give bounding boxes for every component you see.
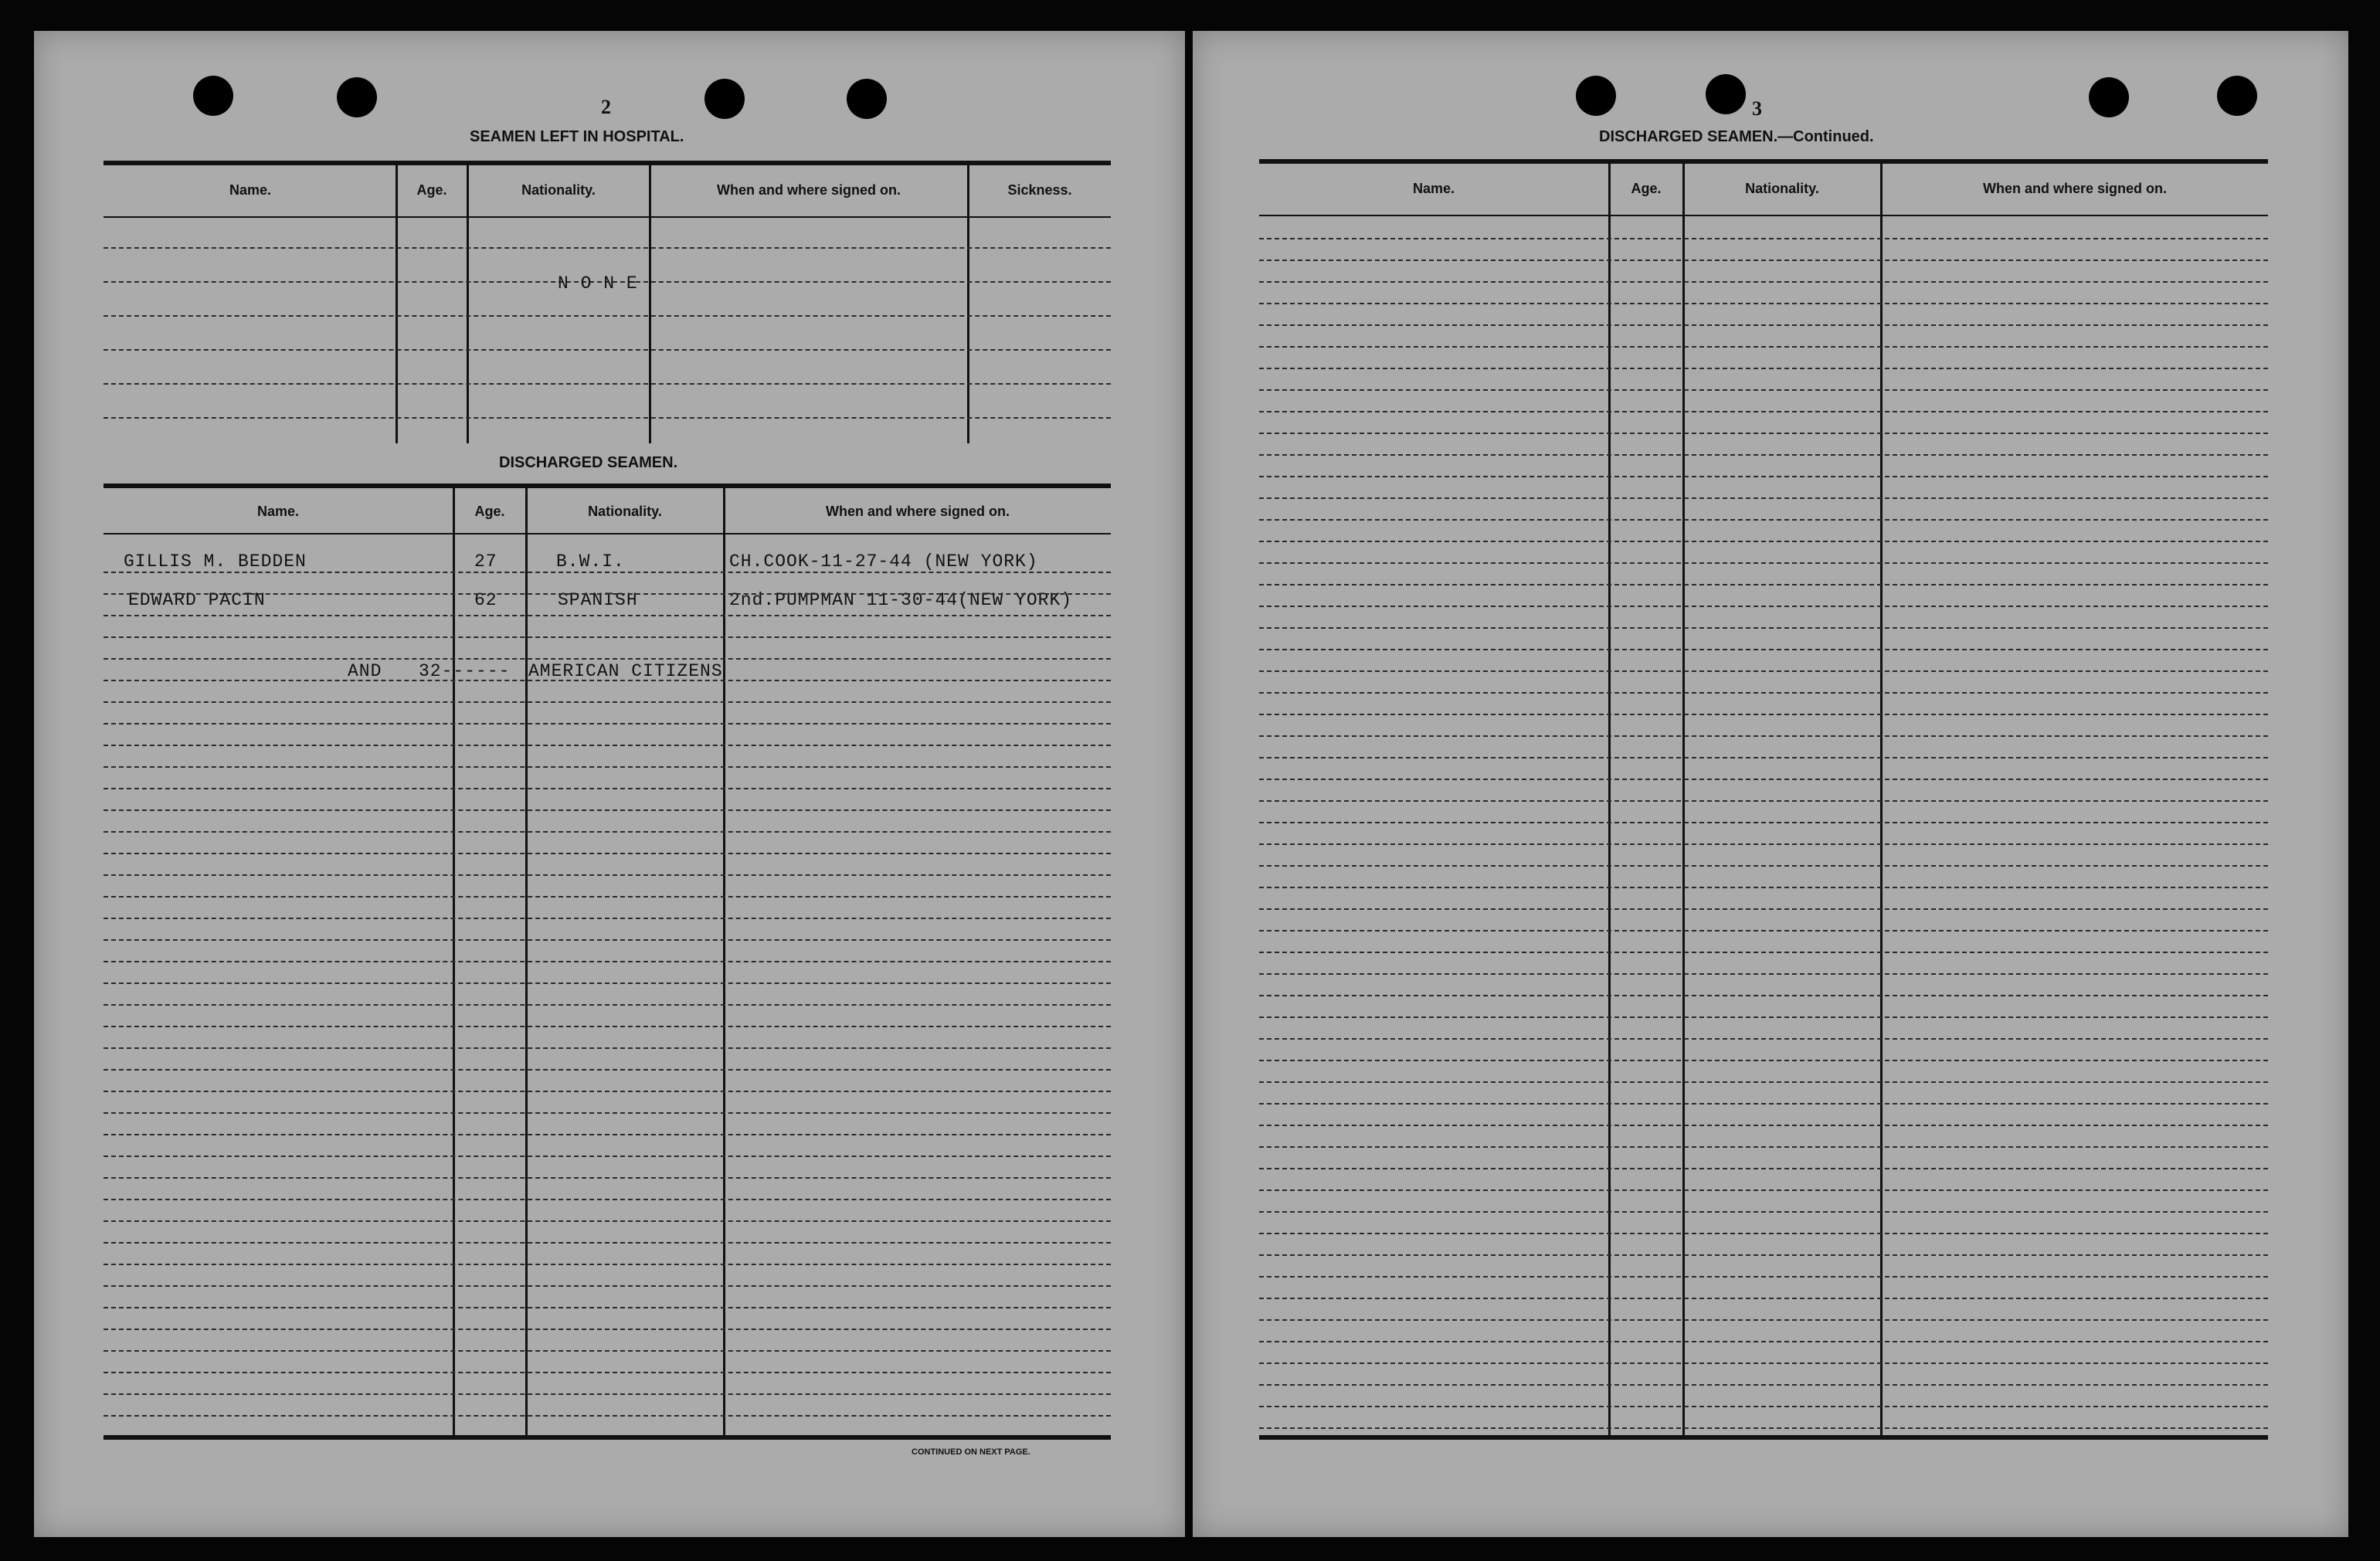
dotted-row	[104, 1069, 1111, 1071]
col-header-signed-on: When and where signed on.	[825, 504, 1010, 519]
dotted-row	[104, 918, 1111, 919]
seaman-name: GILLIS M. BEDDEN	[124, 551, 307, 572]
column-divider	[967, 165, 969, 443]
dotted-row	[1259, 606, 2268, 607]
column-divider	[396, 165, 398, 443]
seaman-name: EDWARD PACIN	[128, 590, 266, 610]
dotted-row	[104, 1372, 1111, 1373]
col-header-nationality: Nationality.	[521, 182, 596, 198]
dotted-row	[1259, 1060, 2268, 1061]
note-count: 32------	[419, 661, 511, 681]
dotted-row	[1259, 584, 2268, 585]
dotted-row	[104, 315, 1111, 317]
dotted-row	[1259, 541, 2268, 542]
dotted-row	[104, 1004, 1111, 1006]
note-american-citizens: AMERICAN CITIZENS	[528, 661, 723, 681]
punch-hole	[337, 77, 377, 117]
dotted-row	[104, 1199, 1111, 1200]
column-divider	[1880, 164, 1883, 1440]
dotted-row	[104, 788, 1111, 789]
dotted-row	[1259, 1298, 2268, 1299]
table-top-rule	[104, 484, 1111, 488]
table-top-rule	[104, 161, 1111, 165]
dotted-row	[104, 701, 1111, 703]
left-page	[34, 31, 1185, 1537]
seaman-nationality: B.W.I.	[556, 551, 625, 572]
dotted-row	[1259, 1276, 2268, 1278]
dotted-row	[1259, 843, 2268, 845]
right-page	[1193, 31, 2348, 1537]
seaman-age: 62	[474, 590, 497, 610]
dotted-row	[1259, 1103, 2268, 1105]
table-top-rule	[1259, 159, 2268, 164]
dotted-row	[1259, 800, 2268, 802]
col-header-nationality: Nationality.	[588, 504, 662, 519]
punch-hole	[847, 79, 887, 119]
punch-hole	[2217, 76, 2257, 116]
dotted-row	[1259, 1233, 2268, 1234]
dotted-row	[1259, 368, 2268, 369]
dotted-row	[1259, 1427, 2268, 1429]
dotted-row	[104, 896, 1111, 898]
seaman-signed-on: CH.COOK-11-27-44 (NEW YORK)	[729, 551, 1038, 572]
dotted-row	[1259, 995, 2268, 996]
dotted-row	[104, 1134, 1111, 1135]
dotted-row	[104, 766, 1111, 768]
dotted-row	[1259, 1211, 2268, 1213]
column-divider	[649, 165, 651, 443]
page-number: 2	[601, 96, 611, 118]
col-header-name: Name.	[229, 182, 272, 198]
dotted-row	[1259, 433, 2268, 434]
dotted-row	[104, 383, 1111, 385]
dotted-row	[1259, 1038, 2268, 1040]
dotted-row	[1259, 649, 2268, 650]
dotted-row	[1259, 346, 2268, 348]
dotted-row	[104, 1307, 1111, 1308]
dotted-row	[1259, 735, 2268, 737]
col-header-sickness: Sickness.	[1007, 182, 1072, 198]
dotted-row	[104, 874, 1111, 876]
dotted-row	[1259, 238, 2268, 239]
dotted-row	[104, 745, 1111, 746]
punch-hole	[1576, 76, 1616, 116]
header-rule	[1259, 215, 2268, 216]
dotted-row	[1259, 519, 2268, 521]
punch-hole	[193, 76, 233, 116]
dotted-row	[104, 723, 1111, 725]
header-rule	[104, 216, 1111, 218]
page-number: 3	[1752, 97, 1762, 120]
dotted-row	[104, 982, 1111, 984]
dotted-row	[104, 939, 1111, 941]
dotted-row	[1259, 973, 2268, 975]
dotted-row	[1259, 887, 2268, 888]
col-header-signed-on: When and where signed on.	[1982, 181, 2168, 196]
dotted-row	[104, 417, 1111, 419]
col-header-signed-on: When and where signed on.	[716, 182, 901, 198]
column-divider	[1682, 164, 1685, 1440]
dotted-row	[104, 809, 1111, 811]
dotted-row	[104, 1242, 1111, 1244]
dotted-row	[104, 1415, 1111, 1417]
dotted-row	[1259, 1406, 2268, 1407]
dotted-row	[1259, 1319, 2268, 1321]
dotted-row	[104, 247, 1111, 249]
dotted-row	[1259, 454, 2268, 456]
dotted-row	[1259, 1341, 2268, 1342]
dotted-row	[1259, 1189, 2268, 1191]
dotted-row	[1259, 1125, 2268, 1126]
seaman-signed-on: 2nd.PUMPMAN 11-30-44(NEW YORK)	[729, 590, 1073, 610]
hospital-section-title: SEAMEN LEFT IN HOSPITAL.	[470, 128, 684, 145]
dotted-row	[104, 636, 1111, 638]
dotted-row	[104, 1091, 1111, 1092]
dotted-row	[104, 831, 1111, 833]
dotted-row	[104, 349, 1111, 351]
dotted-row	[104, 572, 1111, 573]
column-divider	[1608, 164, 1611, 1440]
dotted-row	[1259, 865, 2268, 867]
dotted-row	[1259, 908, 2268, 910]
col-header-name: Name.	[1412, 181, 1455, 196]
dotted-row	[1259, 1384, 2268, 1386]
dotted-row	[104, 1155, 1111, 1157]
dotted-row	[1259, 930, 2268, 932]
dotted-row	[1259, 1362, 2268, 1364]
dotted-row	[1259, 1168, 2268, 1169]
dotted-row	[104, 1026, 1111, 1027]
col-header-nationality: Nationality.	[1745, 181, 1819, 196]
dotted-row	[104, 1285, 1111, 1287]
col-header-age: Age.	[1631, 181, 1662, 196]
hospital-none-entry: N O N E	[558, 273, 638, 294]
dotted-row	[104, 1047, 1111, 1049]
dotted-row	[1259, 692, 2268, 694]
dotted-row	[1259, 411, 2268, 412]
dotted-row	[104, 680, 1111, 681]
dotted-row	[104, 853, 1111, 854]
dotted-row	[1259, 1081, 2268, 1083]
dotted-row	[1259, 1254, 2268, 1256]
dotted-row	[1259, 260, 2268, 261]
dotted-row	[104, 1393, 1111, 1395]
dotted-row	[1259, 779, 2268, 780]
column-divider	[467, 165, 469, 443]
seaman-age: 27	[474, 551, 497, 572]
table-bottom-rule	[1259, 1435, 2268, 1440]
dotted-row	[1259, 303, 2268, 304]
dotted-row	[104, 593, 1111, 595]
dotted-row	[1259, 822, 2268, 823]
dotted-row	[1259, 324, 2268, 326]
dotted-row	[1259, 389, 2268, 391]
dotted-row	[1259, 562, 2268, 564]
continued-note: CONTINUED ON NEXT PAGE.	[912, 1447, 1030, 1457]
dotted-row	[1259, 476, 2268, 477]
dotted-row	[104, 615, 1111, 616]
dotted-row	[1259, 1146, 2268, 1148]
col-header-age: Age.	[416, 182, 447, 198]
dotted-row	[104, 1112, 1111, 1114]
table-bottom-rule	[104, 1435, 1111, 1440]
dotted-row	[104, 658, 1111, 660]
punch-hole	[704, 79, 745, 119]
dotted-row	[104, 1350, 1111, 1352]
dotted-row	[104, 1264, 1111, 1265]
dotted-row	[1259, 1016, 2268, 1018]
col-header-age: Age.	[474, 504, 505, 519]
dotted-row	[104, 1329, 1111, 1330]
punch-hole	[2089, 77, 2129, 117]
dotted-row	[1259, 670, 2268, 672]
dotted-row	[104, 961, 1111, 962]
col-header-name: Name.	[256, 504, 300, 519]
dotted-row	[104, 1177, 1111, 1179]
header-rule	[104, 533, 1111, 534]
discharged-section-title: DISCHARGED SEAMEN.	[499, 454, 678, 471]
punch-hole	[1706, 74, 1746, 114]
dotted-row	[1259, 714, 2268, 715]
note-and: AND	[348, 661, 382, 681]
dotted-row	[104, 1220, 1111, 1222]
discharged-continued-title: DISCHARGED SEAMEN.—Continued.	[1599, 128, 1874, 145]
dotted-row	[1259, 497, 2268, 499]
dotted-row	[1259, 627, 2268, 629]
dotted-row	[1259, 952, 2268, 953]
dotted-row	[1259, 757, 2268, 758]
seaman-nationality: SPANISH	[558, 590, 638, 610]
dotted-row	[1259, 281, 2268, 283]
